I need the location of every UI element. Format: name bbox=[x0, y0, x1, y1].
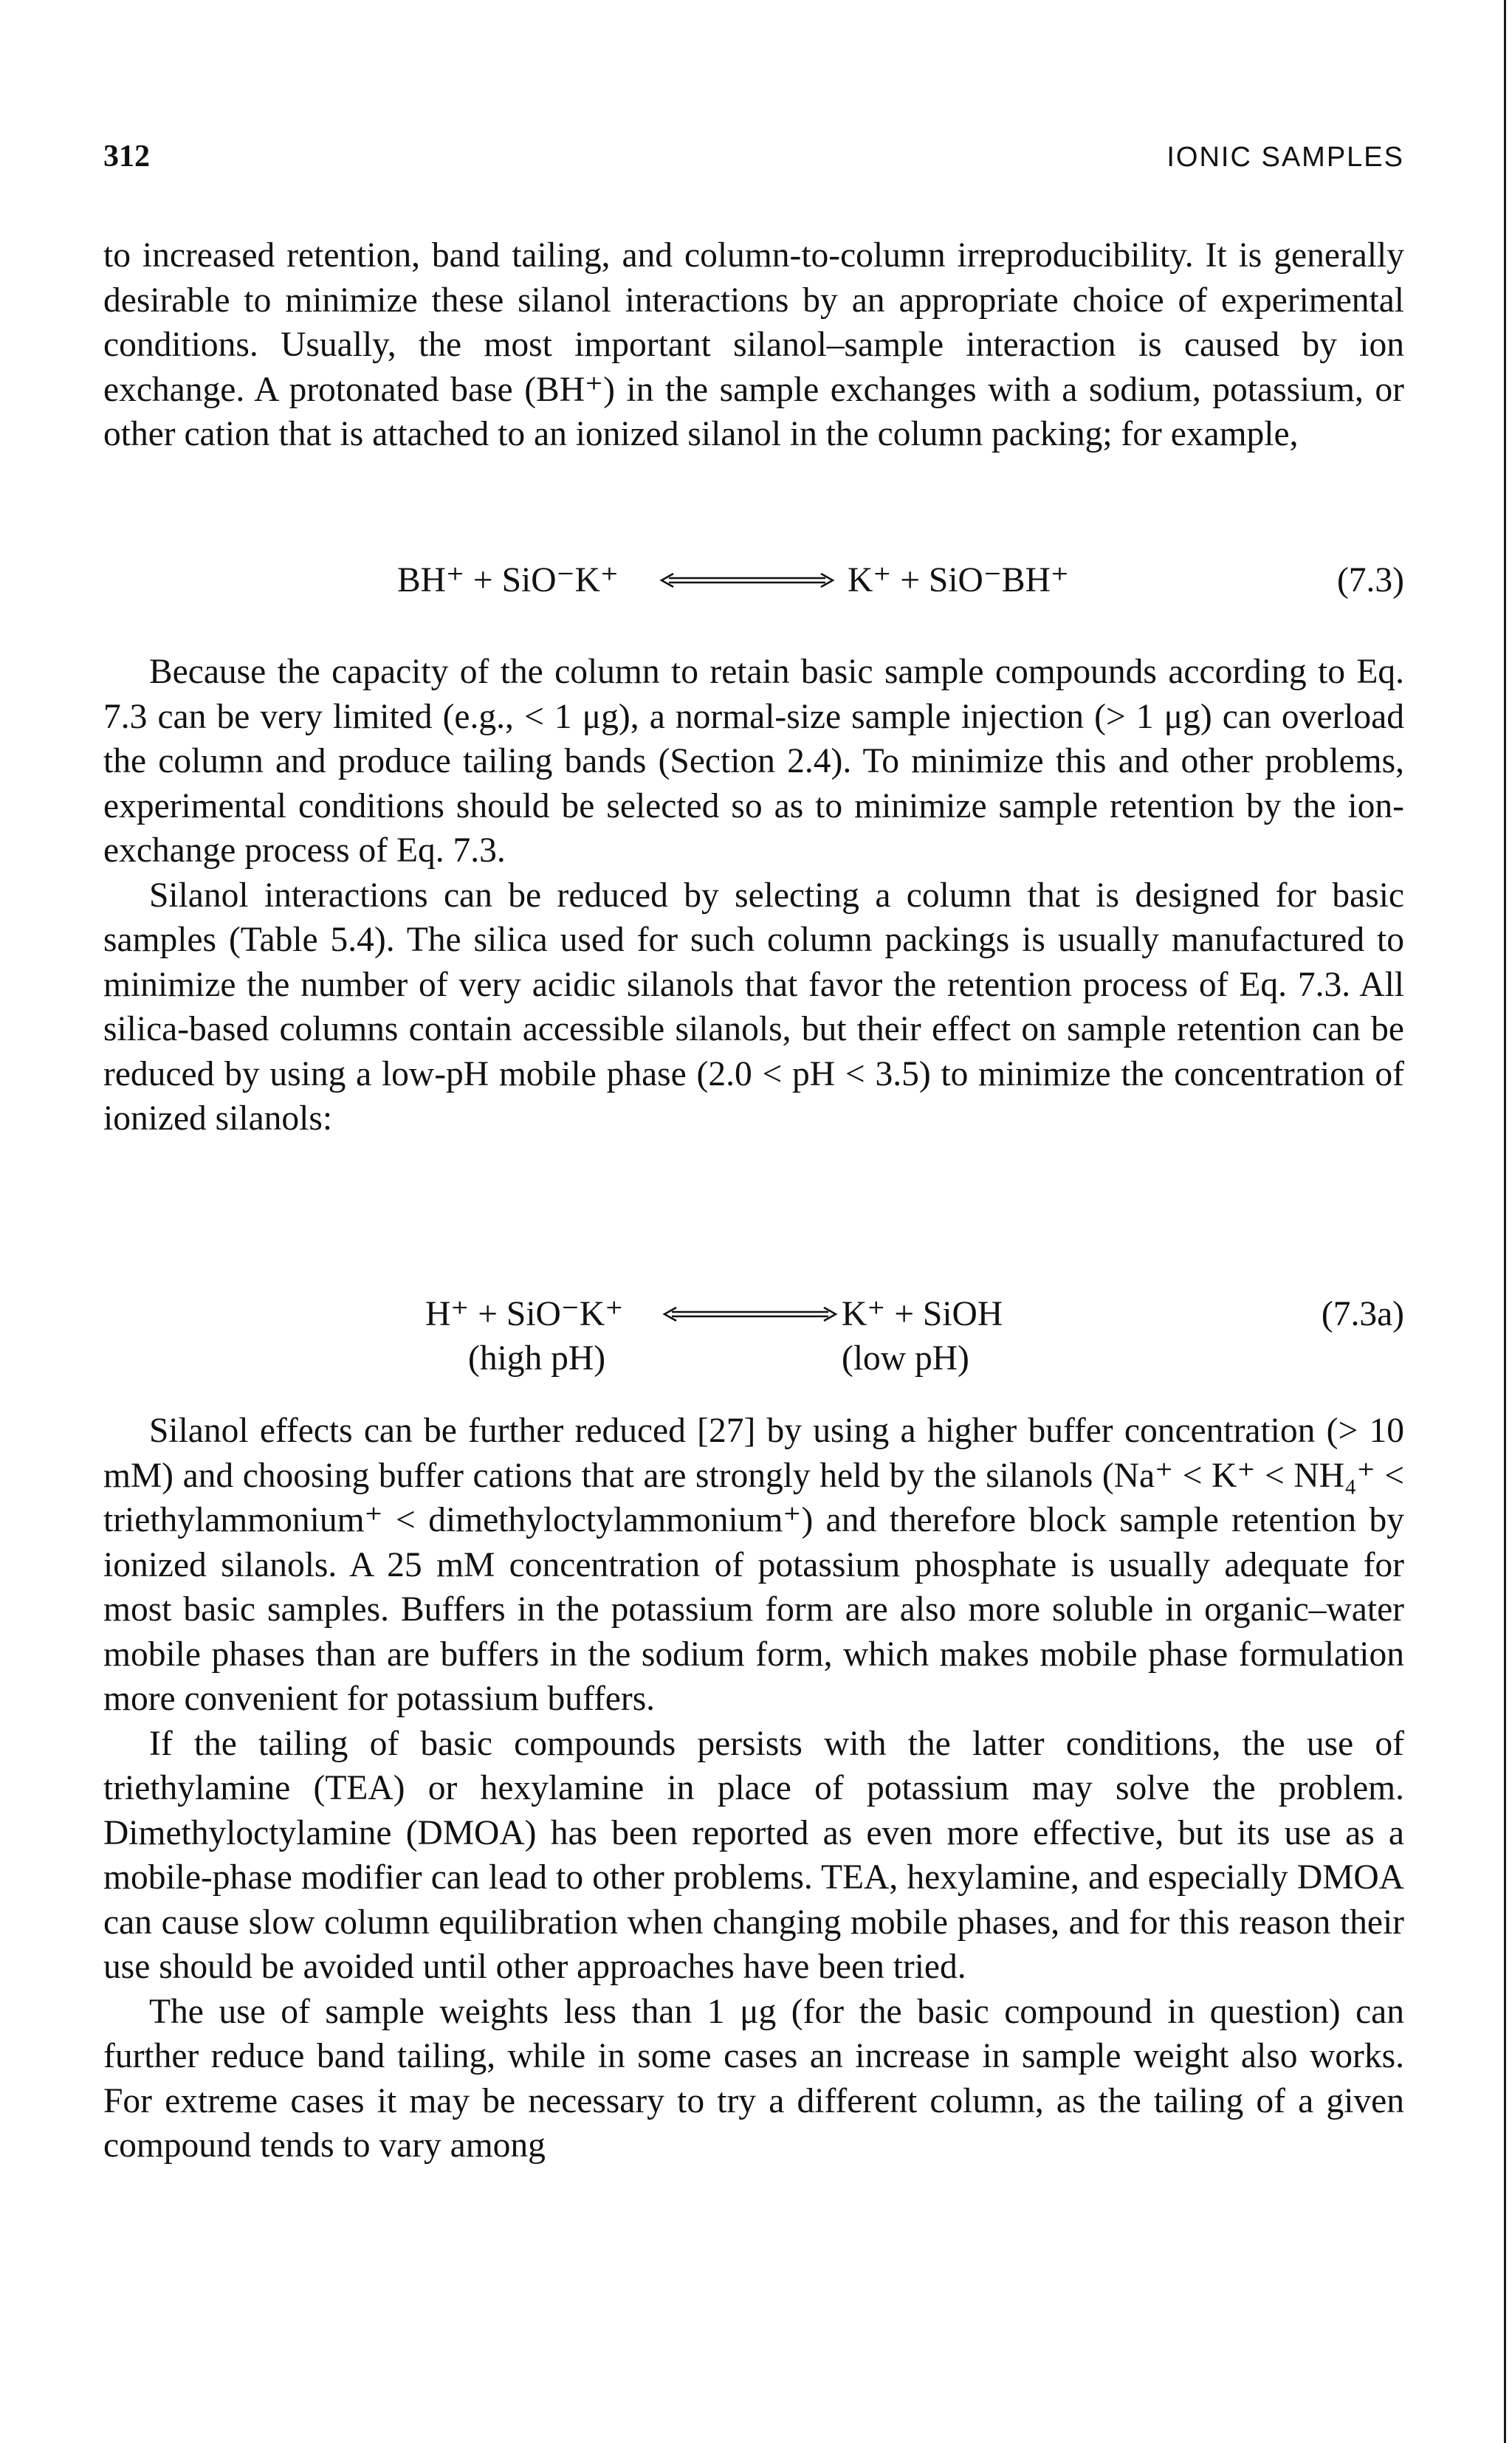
equation-7-3a-right-note: (low pH) bbox=[842, 1339, 969, 1378]
text-block-top bbox=[103, 233, 1404, 457]
paragraph-3: Silanol interactions can be reduced by selecting a column that is designed for basic samples (Table 5.4). The silica used for such column packings is usually manufactured to minimize the number of very acidic silanols that favor the retention process of Eq. 7.3. All silica-based columns contain accessible silanols, but their effect on sample retention can be reduced by using a low-pH mobile phase (2.0 < pH < 3.5) to minimize the concentration of ionized silanols: bbox=[103, 876, 1404, 1138]
paragraph-5: If the tailing of basic compounds persists with the latter conditions, the use of triethylamine (TEA) or hexylamine in place of potassium may solve the problem. Dimethyloctylamine (DMOA) has been reported as even more effective, but its use as a mobile-phase modifier can lead to other problems. TEA, hexylamine, and especially DMOA can cause slow column equilibration when changing mobile phases, and for this reason their use should be avoided until other approaches have been tried. bbox=[103, 1724, 1404, 1986]
page-header bbox=[103, 139, 1404, 183]
paragraph-4: Silanol effects can be further reduced [27] by using a higher buffer concentration (> 10 mM) and choosing buffer cations that are strongly held by the silanols (Na⁺ < K⁺ < NH₄⁺ < triethylammonium⁺ < dimethyloctylammonium⁺) and therefore block sample retention by ionized silanols. A 25 mM concentration of potassium phosphate is usually adequate for most basic samples. Buffers in the potassium form are also more soluble in organic–water mobile phases than are buffers in the sodium form, which makes mobile phase formulation more convenient for potassium buffers. bbox=[103, 1412, 1404, 1718]
page-edge-line bbox=[1504, 0, 1506, 2443]
paragraph-6: The use of sample weights less than 1 μg (for the basic compound in question) can further reduce band tailing, while in some cases an increase in sample weight also works. For extreme cases it may be necessary to try a different column, as the tailing of a given compound tends to vary among bbox=[103, 1992, 1404, 2165]
page-number: 312 bbox=[103, 140, 150, 173]
equation-7-3a-left-note: (high pH) bbox=[468, 1339, 606, 1378]
equation-7-3-right: K⁺ + SiO⁻BH⁺ bbox=[848, 561, 1069, 599]
equilibrium-arrow-icon bbox=[662, 1305, 839, 1323]
equation-number: (7.3a) bbox=[1321, 1295, 1404, 1333]
equation-7-3a-left: H⁺ + SiO⁻K⁺ bbox=[425, 1295, 624, 1333]
text-block-middle bbox=[103, 650, 1404, 1141]
paragraph-2: Because the capacity of the column to retain basic sample compounds according to Eq. 7.3 can be very limited (e.g., < 1 μg), a normal-size sample injection (> 1 μg) can overload the column and produce tailing bands (Section 2.4). To minimize this and other problems, experimental conditions should be selected so as to minimize sample retention by the ion-exchange process of Eq. 7.3. bbox=[103, 653, 1404, 870]
equation-7-3-left: BH⁺ + SiO⁻K⁺ bbox=[397, 561, 619, 599]
text-block-bottom bbox=[103, 1409, 1404, 2168]
running-head: IONIC SAMPLES bbox=[1166, 142, 1404, 173]
paragraph-1: to increased retention, band tailing, and column-to-column irreproducibility. It is generally desirable to minimize these silanol interactions by an appropriate choice of experimental conditions. Usually, the most important silanol–sample interaction is caused by ion exchange. A protonated base (BH⁺) in the sample exchanges with a sodium, potassium, or other cation that is attached to an ionized silanol in the column packing; for example, bbox=[103, 236, 1404, 453]
equation-7-3a-right: K⁺ + SiOH bbox=[842, 1295, 1003, 1333]
equilibrium-arrow-icon bbox=[659, 571, 836, 589]
equation-number: (7.3) bbox=[1336, 561, 1404, 599]
